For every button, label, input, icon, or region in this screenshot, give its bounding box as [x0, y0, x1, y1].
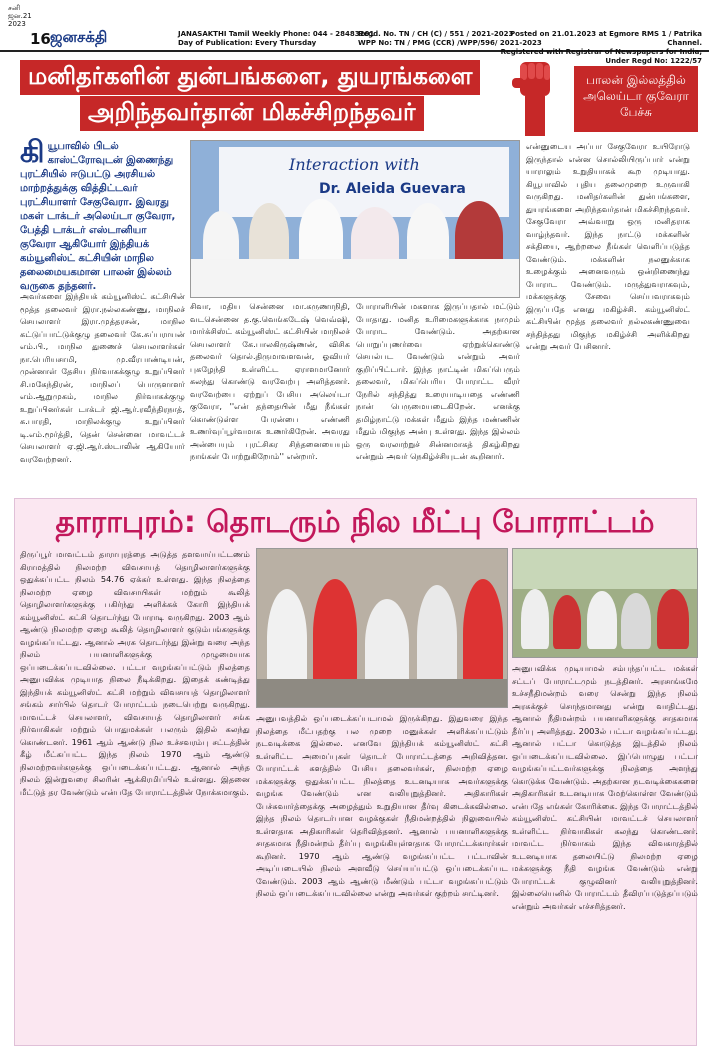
story2-photo-2: [512, 548, 698, 658]
banner-subtitle: Dr. Aleida Guevara: [319, 181, 466, 197]
photo-sky: [513, 549, 698, 589]
masthead: [0, 0, 709, 65]
photo-person: [621, 593, 651, 649]
issue-date-text: ஜன.21: [8, 12, 32, 20]
story2-photo-1: [256, 548, 508, 708]
story1-intro: [20, 135, 183, 292]
photo-person: [365, 599, 409, 689]
story1-column-1: அவர்களை இந்தியக் கம்யூனிஸ்ட் கட்சியின் மூத்த தலைவர் இரா.நல்லகண்ணு, மாநிலச் செயலாளர் இரா.முத்தரசன், மாநில கட்டுப்பாட்டுக்குழு தலைவர் கே.சுப்பராயன் எம்.பி., மாநில துணைச் செயலாளர்கள் நா.பெரியசாமி, மு.வீரபாண்டியன், முன்னாள் தேசிய நிர்வாகக்குழு உறுப்பினர் சி.மகேந்திரன், மாநிலப் பொருளாளர் எம்.ஆறுமுகம், மாநில நிர்வாகக்குழு உறுப்பினர்கள் டாக்டர் ஜி.ஆர்.ரவீந்திரநாத், க.பாரதி, மாநிலக்குழு உறுப்பினர் டி.எம்.மூர்த்தி, தென் சென்னை மாவட்டச் செயலாளர் ஏ.ஜி.ஆர்.ஸ்டாலின் ஆகியோர் வரவேற்றனர்.: [20, 291, 185, 464]
photo-person: [267, 589, 307, 689]
issue-day: சனி: [8, 4, 21, 12]
story2-column-3: அனுபவிக்க முடியாமல் சம்பந்தப்பட்ட மக்கள் சட்டப் போராட்டமும் நடத்தினர். அரசாங்கமே உச்சநீதிமன்றம் வரை சென்று இந்த நிலம் அரசுக்குச் சொந்தமானது என்று வாதிட்டது. ஆனால் நீதிமன்றம் பயனாளிகளுக்கு சாதகமாக தீர்ப்பு அளித்தது. 2003ல் பட்டா வழங்கப்பட்டது. ஆனால் பட்டா கொடுத்த இடத்தில் நிலம் ஒப்படைக்கப்படவில்லை. இப்பொழுது பட்டா வழங்கப்பட்டவர்களுக்கு நிலத்தை அளந்து கொடுக்க வேண்டும். அதற்கான நடவடிக்கைகளை அதிகாரிகள் உடனடியாக மேற்கொள்ள வேண்டும் என்பதே எங்கள் கோரிக்கை. இந்த போராட்டத்தில் கம்யூனிஸ்ட் கட்சியின் மாவட்டச் செயலாளர் உள்ளிட்ட நிர்வாகிகள் கலந்து கொண்டனர். மாவட்ட நிர்வாகம் இந்த விவகாரத்தில் உடனடியாக தலையிட்டு நிலமற்ற ஏழை மக்களுக்கு நீதி வழங்க வேண்டும் என்று போராட்டக் குழுவினர் வலியுறுத்தினர். இல்லையெனில் போராட்டம் தீவிரப்படுத்தப்படும் என்றும் அவர்கள் எச்சரித்தனர்.: [512, 663, 698, 911]
issue-date: [8, 4, 38, 28]
story1-column-4: என்னுடைய அப்பா சேகுவேரா உயிரோடு இருந்தால் என்ன சொல்லியிருப்பார் என்று யாராலும் உறுதியாகக் கூற முடியாது. கியூபாவில் புதிய தலைமுறை உருவாகி வருகிறது. மனிதர்களின் துன்பங்களை, துயரங்களை அறிந்தவர்தான் மிகச்சிறந்தவர். சேகுவேரா அவ்வாறு ஒரு மனிதராக வாழ்ந்தவர். இந்த நாட்டு மக்களின் சக்தியை, ஆற்றலை நீங்கள் வெளிப்படுத்த வேண்டும். மக்களின் நலனுக்காக உழைக்கும் அனைவரும் ஒன்றிணைந்து போராட வேண்டும். மருத்துவராகவும், மக்களுக்கு சேவை செய்பவராகவும் இருப்பதே எனது மகிழ்ச்சி. கம்யூனிஸ்ட் கட்சியின் மூத்த தலைவர் நல்லகண்ணுவை சந்தித்தது மிகுந்த மகிழ்ச்சி அளிக்கிறது என்று அவர் பேசினார்.: [526, 141, 690, 351]
story2-column-2: அனுபவத்தில் ஒப்படைக்கப்படாமல் இருக்கிறது. இதுவரை இந்த நிலத்தை மீட்பதற்கு பல முறை மனுக்கள் அளிக்கப்பட்டும் நடவடிக்கை இல்லை. எனவே இந்தியக் கம்யூனிஸ்ட் கட்சி உள்ளிட்ட அமைப்புகள் தொடர் போராட்டத்தை அறிவித்தன. போராட்டக் களத்தில் பேசிய தலைவர்கள், நிலமற்ற ஏழை மக்களுக்கு ஒதுக்கப்பட்ட நிலத்தை உடனடியாக அவர்களுக்கு வழங்க வேண்டும் என வலியுறுத்தினர். அதிகாரிகள் பேச்சுவார்த்தைக்கு அழைத்தும் உறுதியான தீர்வு கிடைக்கவில்லை. இந்த நிலம் தொடர்பான வழக்குகள் நீதிமன்றத்தில் நிலுவையில் உள்ளதாக அதிகாரிகள் தெரிவித்தனர். ஆனால் பயனாளிகளுக்கு சாதகமாக நீதிமன்றம் தீர்ப்பு வழங்கியுள்ளதாக போராட்டக்காரர்கள் கூறினர். 1970 ஆம் ஆண்டு வழங்கப்பட்ட பட்டாவின் அடிப்படையில் நிலம் அளவீடு செய்யப்பட்டு ஒப்படைக்கப்பட வேண்டும். 2003 ஆம் ஆண்டு மீண்டும் பட்டா வழங்கப்பட்டும் நிலம் ஒப்படைக்கப்படவில்லை என்று அவர்கள் குற்றம் சாட்டினர்.: [256, 713, 508, 898]
rni-registration: Registered with Registrar of Newspapers for India, Under Regd No: 1222/57: [500, 48, 702, 65]
photo-floor: [257, 679, 508, 708]
photo-person: [463, 579, 503, 689]
story2-column-1: திருப்பூர் மாவட்டம் தாராபுரத்தை அடுத்த தளவாய்பட்டணம் கிராமத்தில் நிலமற்ற விவசாயத் தொழிலாளர்களுக்கு ஒதுக்கப்பட்ட நிலம் 54.76 ஏக்கர் உள்ளது. இந்த நிலத்தை நிலமற்ற ஏழை விவசாயிகள் மற்றும் கூலித் தொழிலாளர்களுக்கு பகிர்ந்து அளிக்கக் கோரி இந்தியக் கம்யூனிஸ்ட் கட்சி தொடர்ந்து போராடி வருகிறது. 2003 ஆம் ஆண்டு நிலமற்ற ஏழை கூலித் தொழிலாளர் குடும்பங்களுக்கு வழங்கப்பட்டது. ஆனால் அரசு தொடர்ந்து இன்று வரை அந்த நிலம் பயனாளிகளுக்கு முழுமையாக ஒப்படைக்கப்படவில்லை. பட்டா வழங்கப்பட்டும் நிலத்தை அனுபவிக்க முடியாத நிலை நீடிக்கிறது. இதைக் கண்டித்து இந்தியக் கம்யூனிஸ்ட் கட்சி மற்றும் விவசாயத் தொழிலாளர் சங்கம் சார்பில் தொடர் போராட்டம் நடைபெற்று வருகிறது. மாவட்டச் செயலாளர், விவசாயத் தொழிலாளர் சங்க நிர்வாகிகள் மற்றும் பொதுமக்கள் பலரும் இதில் கலந்து கொண்டனர். 1961 ஆம் ஆண்டு நில உச்சவரம்பு சட்டத்தின் கீழ் மீட்கப்பட்ட இந்த நிலம் 1970 ஆம் ஆண்டு நிலமற்றவர்களுக்கு ஒப்படைக்கப்பட்டது. ஆனால் அந்த நிலம் இன்றுவரை சிலரின் ஆக்கிரமிப்பில் உள்ளது. இதனை மீட்டுத் தர வேண்டும் என்பதே போராட்டத்தின் நோக்கமாகும்.: [20, 549, 250, 797]
publication-info: [178, 30, 374, 48]
issue-year: 2023: [8, 20, 26, 28]
regd-number: Regd. No. TN / CH (C) / 551 / 2021-2023: [358, 30, 514, 38]
story1-photo: [190, 140, 520, 298]
photo-person: [553, 595, 581, 649]
publication-phone: JANASAKTHI Tamil Weekly Phone: 044 - 28483201: [178, 30, 375, 38]
photo-person: [417, 585, 457, 689]
wpp-number: WPP No: TN / PMG (CCR) /WPP/596/ 2021-2023: [358, 39, 542, 47]
story1-headline-line2: அறிந்தவர்தான் மிகச்சிறந்தவர்: [80, 96, 424, 131]
story2-headline: தாராபுரம்: தொடரும் நில மீட்பு போராட்டம்: [55, 505, 655, 540]
story1-headline-line1: மனிதர்களின் துன்பங்களை, துயரங்களை: [20, 60, 480, 95]
photo-table: [191, 259, 520, 298]
story1-column-3: போராளியின் மகளாக இருப்பதால் மட்டும் போதாது. மனித உரிமைகளுக்காக நாமும் போராட வேண்டும். அதற்கான பொறுப்புணர்வை ஏற்றுக்கொண்டு செயல்பட வேண்டும் என்றும் அவர் குறிப்பிட்டார். இந்த நாட்டின் மிகப்பெரும் தலைவர், மிகப்பெரிய போராட்ட வீரர் நேரில் சந்தித்து உரையாடியதை எண்ணி நான் பெருமையடைகிறேன். எனக்கு தமிழ்நாட்டு மக்கள் மீதும் இந்த மண்ணின் மீதும் மிகுந்த அன்பு உள்ளது. இந்த இல்லம் ஒரு வரலாற்றுச் சின்னமாகத் திகழ்கிறது என்றும் அவர் நெகிழ்ச்சியுடன் கூறினார்.: [356, 301, 520, 461]
raised-fist-icon: [498, 58, 572, 138]
photo-person: [587, 591, 617, 649]
photo-person: [657, 589, 689, 649]
story1-headline: [20, 60, 490, 132]
intro-dropcap: கி: [20, 135, 45, 170]
banner-title: Interaction with: [289, 155, 420, 174]
photo-person: [313, 579, 357, 689]
page-number: 16: [30, 30, 51, 48]
publication-day: Day of Publication: Every Thursday: [178, 39, 317, 47]
newspaper-logo: ஜனசக்தி: [50, 28, 108, 46]
story1-column-2: சிவா, மதிய சென்னை மா.கருணாநிதி, வடசென்னை த.கு.வெங்கடேஷ் வெவ்ஷி, மார்க்சிஸ்ட் கம்யூனிஸ்ட் கட்சியின் மாநிலச் செயலாளர் கே.பாலகிருஷ்ணன், விசிக தலைவர் தொல்.திருமாவளவன், ஓவியர் புகழேந்தி உள்ளிட்ட ஏராளமானோர் கலந்து கொண்டு வரவேற்பு அளித்தனர். வரவேற்பை ஏற்றுப் பேசிய அலெய்டா குவேரா, ''என் தந்தையின் மீது நீங்கள் கொண்டுள்ள பேரன்பை எண்ணி உணர்வுப்பூர்வமாக உணர்கிறேன். அவரது அன்பையும் புரட்சிகர சிந்தனையையும் நாங்கள் போற்றுகிறோம்'' என்றார்.: [190, 301, 350, 461]
story1-kicker: பாலன் இல்லத்தில் அலெய்டா குவேரா பேச்சு: [574, 66, 698, 132]
intro-text: யூபாவில் பிடல் காஸ்ட்ரோவுடன் இணைந்து புரட்சியில் ஈடுபட்டு அரசியல் மாற்றத்துக்கு வித்திட்டவர் புரட்சியாளர் சேகுவேரா. இவரது மகள் டாக்டர் அலெய்டா குவேரா, பேத்தி டாக்டர் எஸ்டானியா குவேரா ஆகியோர் இந்தியக் கம்யூனிஸ்ட் கட்சியின் மாநில தலைமையகமான பாலன் இல்லம் வருகை தந்தனர்.: [20, 141, 176, 292]
posted-on: Posted on 21.01.2023 at Egmore RMS 1 / Patrika Channel.: [509, 30, 702, 47]
photo-person: [521, 589, 549, 649]
